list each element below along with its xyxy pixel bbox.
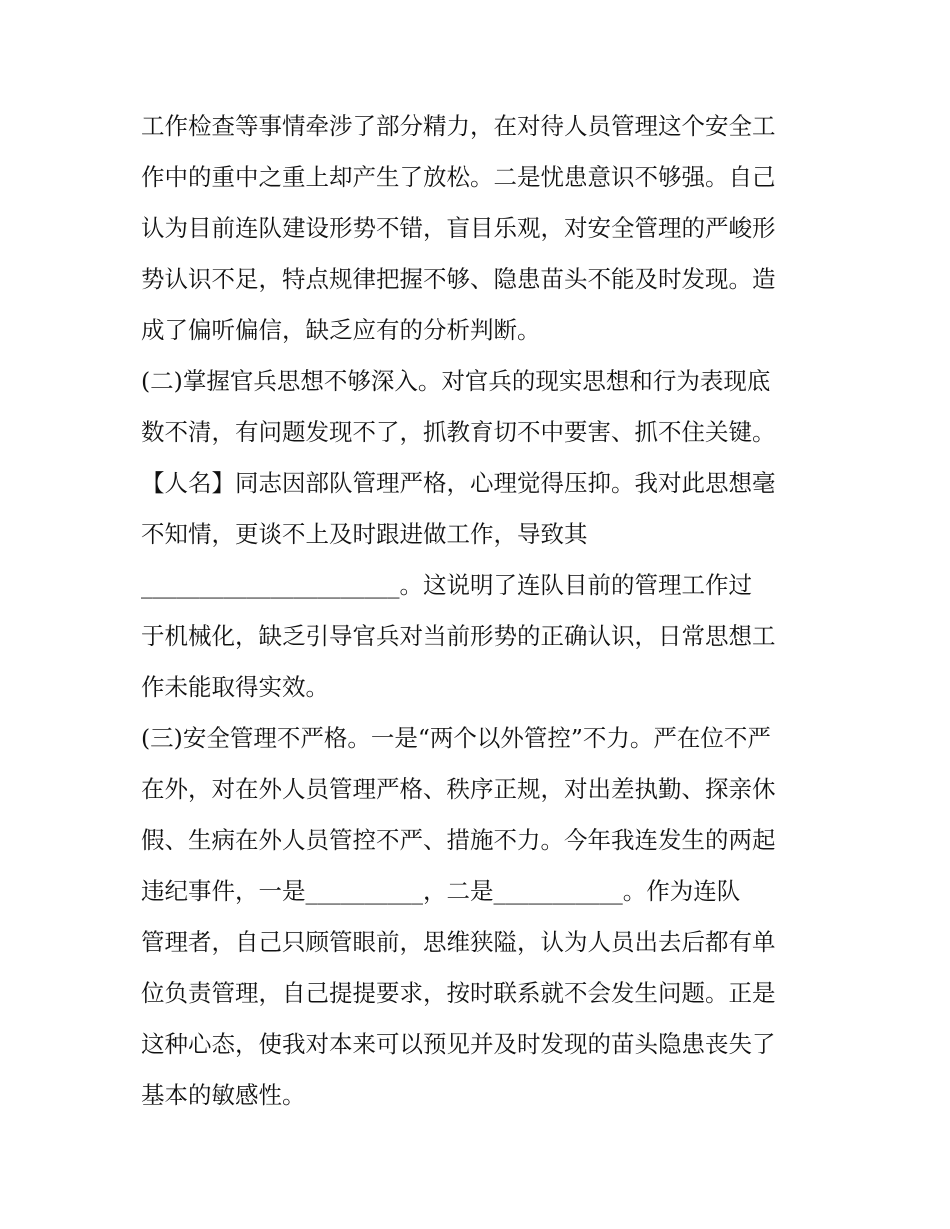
text-line: 认为目前连队建设形势不错，盲目乐观，对安全管理的严峻形 <box>141 214 776 242</box>
text-line: 【人名】同志因部队管理严格，心理觉得压抑。我对此思想毫 <box>141 469 776 497</box>
text-line: 假、生病在外人员管控不严、措施不力。今年我连发生的两起 <box>141 826 776 854</box>
text-line: 违纪事件，一是__________，二是___________。作为连队 <box>141 877 741 905</box>
body-text <box>141 105 821 1125</box>
text-line: 成了偏听偏信，缺乏应有的分析判断。 <box>141 316 541 344</box>
text-line: 基本的敏感性。 <box>141 1081 306 1109</box>
text-line: ______________________。这说明了连队目前的管理工作过 <box>141 571 752 599</box>
text-line: 在外，对在外人员管理严格、秩序正规，对出差执勤、探亲休 <box>141 775 776 803</box>
section-heading-line: (三)安全管理不严格。一是“两个以外管控”不力。严在位不严 <box>141 724 771 752</box>
text-line: 管理者，自己只顾管眼前，思维狭隘，认为人员出去后都有单 <box>141 928 776 956</box>
text-line: 数不清，有问题发现不了，抓教育切不中要害、抓不住关键。 <box>141 418 776 446</box>
text-line: 不知情，更谈不上及时跟进做工作，导致其 <box>141 520 588 548</box>
text-line: 作未能取得实效。 <box>141 673 329 701</box>
text-line: 势认识不足，特点规律把握不够、隐患苗头不能及时发现。造 <box>141 265 776 293</box>
text-line: 于机械化，缺乏引导官兵对当前形势的正确认识，日常思想工 <box>141 622 776 650</box>
section-heading-line: (二)掌握官兵思想不够深入。对官兵的现实思想和行为表现底 <box>141 367 771 395</box>
text-line: 位负责管理，自己提提要求，按时联系就不会发生问题。正是 <box>141 979 776 1007</box>
text-line: 这种心态，使我对本来可以预见并及时发现的苗头隐患丧失了 <box>141 1030 776 1058</box>
text-line: 作中的重中之重上却产生了放松。二是忧患意识不够强。自己 <box>141 163 776 191</box>
text-line: 工作检查等事情牵涉了部分精力，在对待人员管理这个安全工 <box>141 112 776 140</box>
